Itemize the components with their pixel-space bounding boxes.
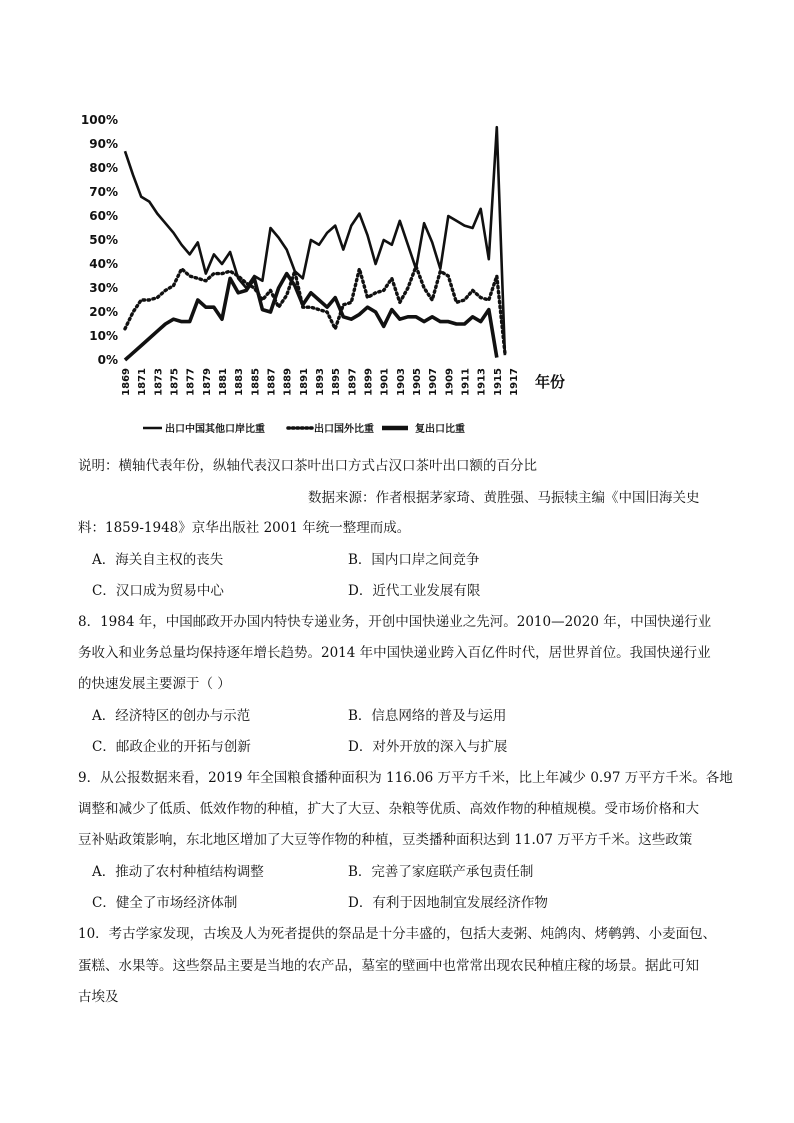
legend-label-reexport: 复出口比重 bbox=[415, 424, 465, 435]
q8-stem-line-1: 8．1984 年，中国邮政开办国内特快专递业务，开创中国快递业之先河。2010—2020 年，中国快递行业 bbox=[78, 614, 712, 630]
x-tick-label: 1913 bbox=[476, 368, 488, 396]
legend-label-other-ports: 出口中国其他口岸比重 bbox=[165, 424, 265, 435]
q10-stem-line-1: 10．考古学家发现，古埃及人为死者提供的祭品是十分丰盛的，包括大麦粥、炖鸽肉、烤鹌鹑、小麦面包、 bbox=[78, 926, 717, 942]
q9-stem-line-3: 豆补贴政策影响，东北地区增加了大豆等作物的种植，豆类播种面积达到 11.07 万平方千米。这些政策 bbox=[78, 832, 693, 848]
q7-option-a: A．海关自主权的丧失 bbox=[92, 552, 224, 568]
y-tick-label: 40% bbox=[89, 257, 118, 271]
q9-option-d: D．有利于因地制宜发展经济作物 bbox=[348, 895, 548, 911]
q8-option-b: B．信息网络的普及与运用 bbox=[348, 708, 507, 724]
x-tick-label: 1875 bbox=[169, 368, 181, 396]
x-tick-label: 1879 bbox=[201, 368, 213, 396]
x-tick-label: 1889 bbox=[282, 368, 294, 396]
x-tick-label: 1873 bbox=[153, 368, 165, 396]
x-tick-label: 1901 bbox=[379, 368, 391, 396]
y-tick-label: 30% bbox=[89, 281, 118, 295]
x-tick-label: 1871 bbox=[137, 368, 149, 396]
x-axis-label: 年份 bbox=[535, 373, 566, 391]
x-tick-label: 1869 bbox=[121, 368, 132, 396]
x-tick-label: 1903 bbox=[395, 368, 407, 396]
q8-stem-line-2: 务收入和业务总量均保持逐年增长趋势。2014 年中国快递业跨入百亿件时代，居世界首位。我国快递行业 bbox=[78, 645, 711, 661]
y-tick-label: 100% bbox=[80, 113, 118, 127]
x-axis-ticks bbox=[121, 368, 520, 396]
q7-option-d: D．近代工业发展有限 bbox=[348, 583, 481, 599]
y-tick-label: 0% bbox=[97, 353, 118, 367]
x-tick-label: 1907 bbox=[428, 368, 440, 396]
q9-option-c: C．健全了市场经济体制 bbox=[92, 895, 238, 911]
q10-stem-line-2: 蛋糕、水果等。这些祭品主要是当地的农产品，墓室的壁画中也常常出现农民种植庄稼的场景。据此可知 bbox=[78, 958, 699, 974]
chart-legend bbox=[143, 422, 465, 435]
x-tick-label: 1891 bbox=[298, 368, 310, 396]
series-line-2 bbox=[125, 266, 505, 352]
y-tick-label: 50% bbox=[89, 233, 118, 247]
y-tick-label: 80% bbox=[89, 161, 118, 175]
q10-stem-line-3: 古埃及 bbox=[78, 989, 119, 1005]
q8-option-d: D．对外开放的深入与扩展 bbox=[348, 739, 508, 755]
y-tick-label: 90% bbox=[89, 137, 118, 151]
q8-option-c: C．邮政企业的开拓与创新 bbox=[92, 739, 251, 755]
tea-export-line-chart bbox=[80, 105, 580, 435]
x-tick-label: 1917 bbox=[509, 368, 520, 396]
x-tick-label: 1883 bbox=[234, 368, 246, 396]
x-tick-label: 1881 bbox=[218, 368, 229, 396]
x-tick-label: 1905 bbox=[412, 368, 423, 396]
x-tick-label: 1899 bbox=[363, 368, 375, 396]
series-line-3 bbox=[125, 274, 497, 360]
chart-source-line-2: 料：1859-1948》京华出版社 2001 年统一整理而成。 bbox=[78, 520, 411, 536]
y-axis-ticks bbox=[81, 113, 118, 367]
q7-option-c: C．汉口成为贸易中心 bbox=[92, 583, 224, 599]
x-tick-label: 1915 bbox=[492, 368, 504, 396]
x-tick-label: 1911 bbox=[460, 368, 472, 396]
q9-option-b: B．完善了家庭联产承包责任制 bbox=[348, 864, 534, 880]
q8-stem-line-3: 的快速发展主要源于（ ） bbox=[78, 676, 231, 692]
legend-label-foreign: 出口国外比重 bbox=[314, 424, 374, 435]
chart-source-line-1: 数据来源：作者根据茅家琦、黄胜强、马振犊主编《中国旧海关史 bbox=[308, 490, 700, 506]
q9-stem-line-2: 调整和减少了低质、低效作物的种植，扩大了大豆、杂粮等优质、高效作物的种植规模。受市场价格和大 bbox=[78, 801, 699, 817]
q8-option-a: A．经济特区的创办与示范 bbox=[92, 708, 251, 724]
x-tick-label: 1897 bbox=[347, 368, 359, 396]
y-tick-label: 60% bbox=[89, 209, 118, 223]
x-tick-label: 1909 bbox=[444, 368, 456, 396]
x-tick-label: 1887 bbox=[266, 368, 278, 396]
x-tick-label: 1885 bbox=[250, 368, 262, 396]
y-tick-label: 10% bbox=[89, 329, 118, 343]
y-tick-label: 70% bbox=[89, 185, 118, 199]
x-tick-label: 1893 bbox=[315, 368, 326, 396]
q9-stem-line-1: 9．从公报数据来看，2019 年全国粮食播种面积为 116.06 万平方千米，比上年减少 0.97 万平方千米。各地 bbox=[78, 770, 733, 786]
q9-option-a: A．推动了农村种植结构调整 bbox=[92, 864, 264, 880]
q7-option-b: B．国内口岸之间竞争 bbox=[348, 552, 480, 568]
x-tick-label: 1895 bbox=[331, 368, 343, 396]
chart-note: 说明：横轴代表年份，纵轴代表汉口茶叶出口方式占汉口茶叶出口额的百分比 bbox=[78, 458, 537, 474]
chart-series bbox=[125, 127, 505, 360]
x-tick-label: 1877 bbox=[185, 368, 197, 396]
y-tick-label: 20% bbox=[89, 305, 118, 319]
